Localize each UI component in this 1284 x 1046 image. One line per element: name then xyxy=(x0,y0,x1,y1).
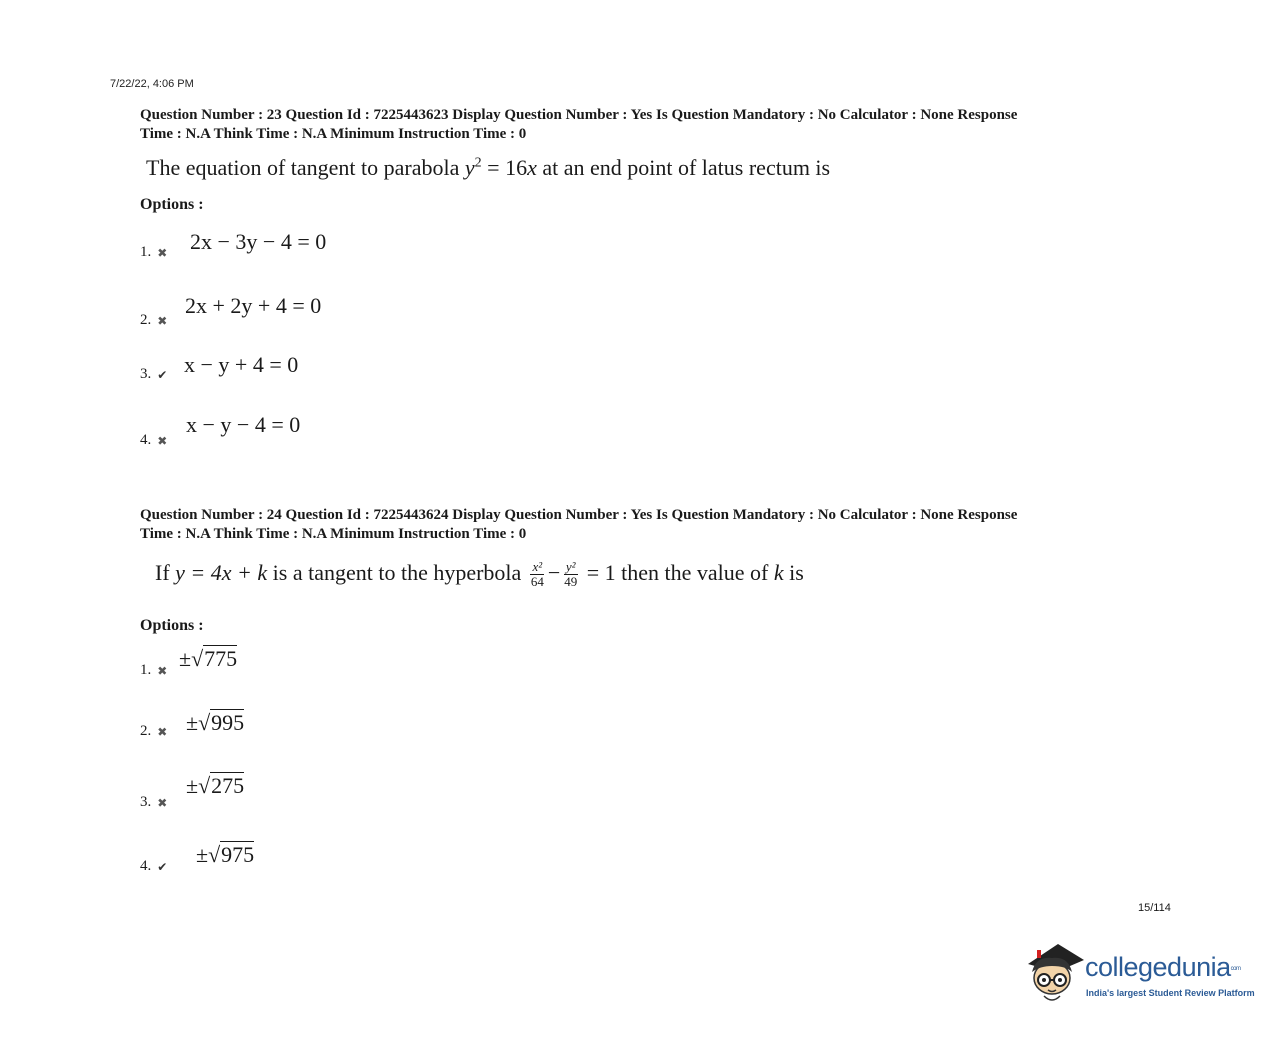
option-index: 1. xyxy=(140,244,152,260)
question-text-prefix: The equation of tangent to parabola xyxy=(146,155,465,180)
options-label: Options : xyxy=(140,196,204,213)
question-text-suffix: at an end point of latus rectum is xyxy=(536,155,831,180)
wrong-mark-icon: ✖ xyxy=(157,245,168,260)
wrong-mark-icon: ✖ xyxy=(157,724,168,739)
brand-domain: com xyxy=(1230,965,1241,972)
math-minus: − xyxy=(547,560,561,585)
options-label: Options : xyxy=(140,617,204,634)
option-index: 4. xyxy=(140,432,152,448)
check-mark-icon: ✔ xyxy=(157,367,168,382)
brand-logo-text xyxy=(1085,952,1240,983)
option-index: 2. xyxy=(140,723,152,739)
fraction-denominator: 64 xyxy=(530,574,544,590)
option-text: x − y − 4 = 0 xyxy=(186,412,301,437)
print-timestamp: 7/22/22, 4:06 PM xyxy=(110,78,194,90)
option-number xyxy=(140,244,167,261)
option-text xyxy=(196,842,254,868)
plus-minus-sqrt: ±√ xyxy=(186,773,211,798)
fraction xyxy=(529,560,546,589)
question-meta-line1: Question Number : 24 Question Id : 7225443624 Display Question Number : Yes Is Question Mandatory : No Calculator : None Response xyxy=(140,507,1018,523)
option-number xyxy=(140,723,167,740)
brand-name: collegedunia xyxy=(1085,952,1231,982)
question-text xyxy=(146,155,830,181)
page-number: 15/114 xyxy=(1138,902,1171,914)
option-text xyxy=(179,646,237,672)
question-meta-line2: Time : N.A Think Time : N.A Minimum Instruction Time : 0 xyxy=(140,126,527,142)
fraction-numerator: x² xyxy=(532,559,543,575)
radicand: 775 xyxy=(204,646,238,671)
math-eq: = 16 xyxy=(481,155,528,180)
fraction-numerator: y² xyxy=(565,559,576,575)
math-var: y xyxy=(464,155,475,180)
question-text-suffix: is xyxy=(783,560,804,585)
question-text xyxy=(155,560,804,589)
plus-minus-sqrt: ±√ xyxy=(196,842,221,867)
option-number xyxy=(140,312,167,329)
question-meta xyxy=(140,506,1170,544)
option-text xyxy=(186,710,244,736)
check-mark-icon: ✔ xyxy=(157,859,168,874)
plus-minus-sqrt: ±√ xyxy=(179,646,204,671)
option-text: 2x − 3y − 4 = 0 xyxy=(190,229,327,254)
math-var: x xyxy=(527,155,537,180)
option-number xyxy=(140,794,167,811)
fraction-denominator: 49 xyxy=(564,574,578,590)
option-text: 2x + 2y + 4 = 0 xyxy=(185,293,322,318)
math-var: k xyxy=(773,560,784,585)
option-index: 2. xyxy=(140,312,152,328)
wrong-mark-icon: ✖ xyxy=(157,433,168,448)
option-index: 1. xyxy=(140,662,152,678)
radicand: 975 xyxy=(221,842,255,867)
question-text-eq: = 1 then the value of xyxy=(581,560,774,585)
option-number xyxy=(140,858,167,875)
option-number xyxy=(140,432,167,449)
question-meta-line2: Time : N.A Think Time : N.A Minimum Instruction Time : 0 xyxy=(140,526,527,542)
fraction xyxy=(562,560,579,589)
wrong-mark-icon: ✖ xyxy=(157,795,168,810)
question-meta xyxy=(140,106,1170,144)
question-text-prefix: If xyxy=(155,560,176,585)
question-text-mid: is a tangent to the hyperbola xyxy=(267,560,527,585)
plus-minus-sqrt: ±√ xyxy=(186,710,211,735)
math-exponent: 2 xyxy=(474,155,482,171)
option-index: 3. xyxy=(140,366,152,382)
option-text xyxy=(186,773,244,799)
option-index: 3. xyxy=(140,794,152,810)
option-number xyxy=(140,662,167,679)
question-meta-line1: Question Number : 23 Question Id : 7225443623 Display Question Number : Yes Is Question Mandatory : No Calculator : None Response xyxy=(140,107,1018,123)
math-expression: y = 4x + k xyxy=(175,560,268,585)
option-number xyxy=(140,366,167,383)
radicand: 995 xyxy=(211,710,245,735)
option-index: 4. xyxy=(140,858,152,874)
wrong-mark-icon: ✖ xyxy=(157,663,168,678)
option-text: x − y + 4 = 0 xyxy=(184,352,299,377)
brand-tagline: India's largest Student Review Platform xyxy=(1086,988,1255,998)
wrong-mark-icon: ✖ xyxy=(157,313,168,328)
mascot-logo-icon xyxy=(1022,938,1086,1004)
radicand: 275 xyxy=(211,773,245,798)
